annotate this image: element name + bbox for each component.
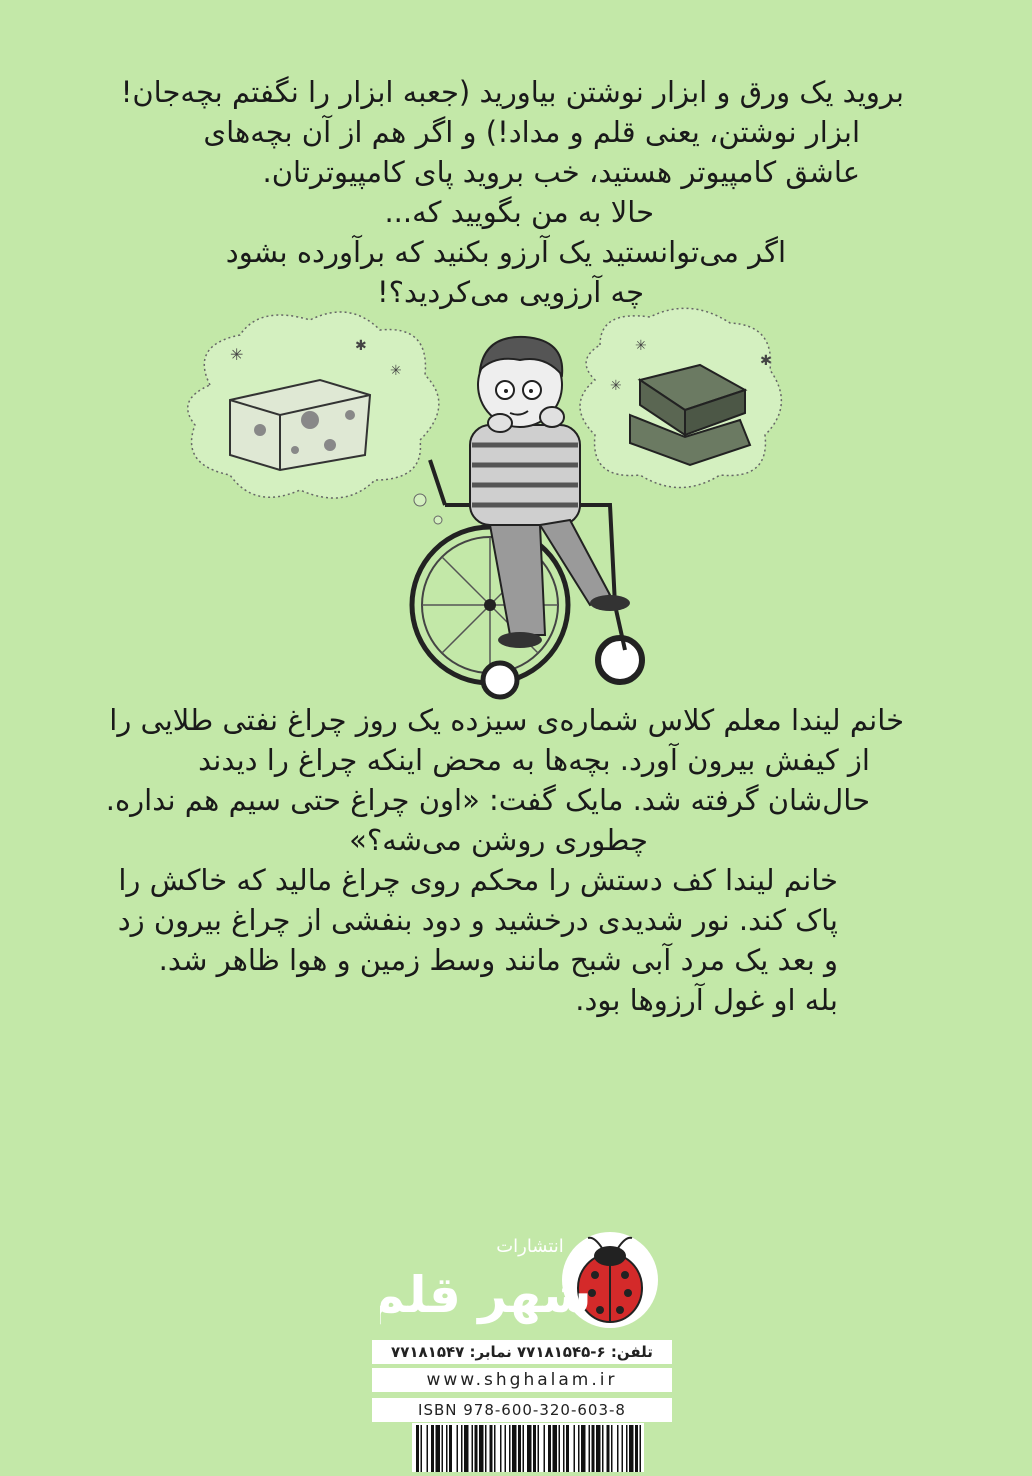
thought-cloud-bricks	[580, 308, 781, 487]
barcode-bar	[446, 1425, 448, 1472]
boy-wheelchair-illustration	[170, 305, 790, 710]
barcode-bar	[559, 1425, 561, 1472]
story-line: چطوری روشن می‌شه؟»	[349, 823, 648, 857]
svg-text:✳: ✳	[610, 378, 622, 394]
story-line: بله او غول آرزوها بود.	[575, 983, 838, 1017]
barcode-bar	[626, 1425, 628, 1472]
barcode-bar	[548, 1425, 551, 1472]
barcode-bar	[622, 1425, 624, 1472]
barcode-bar	[629, 1425, 634, 1472]
barcode-bar	[494, 1425, 496, 1472]
barcode-bar	[602, 1425, 604, 1472]
logo-subtext: انتشارات	[496, 1236, 564, 1257]
svg-text:✳: ✳	[390, 363, 402, 379]
illustration	[170, 305, 790, 710]
intro-line: ابزار نوشتن، یعنی قلم و مداد!) و اگر هم از آن بچه‌های	[203, 115, 860, 149]
svg-text:✱: ✱	[760, 353, 772, 369]
barcode-bar	[518, 1425, 521, 1472]
svg-text:✳: ✳	[635, 338, 647, 354]
barcode-bar	[479, 1425, 484, 1472]
barcode-bar	[581, 1425, 586, 1472]
svg-text:✱: ✱	[355, 338, 367, 354]
barcode-bar	[523, 1425, 525, 1472]
logo-text: شهر قلم	[380, 1266, 592, 1324]
story-paragraph	[105, 700, 904, 1020]
website-link[interactable]: www.shghalam.ir	[372, 1368, 672, 1392]
barcode-bar	[578, 1425, 580, 1472]
barcode-bar	[527, 1425, 532, 1472]
intro-line: حالا به من بگویید که...	[384, 195, 654, 229]
barcode-bar	[485, 1425, 487, 1472]
thought-cloud-cheese	[188, 312, 439, 498]
barcode-bar	[442, 1425, 444, 1472]
barcode-bar	[436, 1425, 441, 1472]
intro-line: اگر می‌توانستید یک آرزو بکنید که برآورده بشود	[225, 235, 786, 269]
barcode-bar	[421, 1425, 423, 1472]
story-line: و بعد یک مرد آبی شبح مانند وسط زمین و هوا ظاهر شد.	[158, 943, 838, 977]
barcode-bar	[640, 1425, 642, 1472]
barcode-bar	[509, 1425, 511, 1472]
intro-paragraph	[120, 72, 904, 312]
barcode-bar	[500, 1425, 502, 1472]
phone-fax-line: تلفن: ۶-۷۷۱۸۱۵۴۵ نمابر: ۷۷۱۸۱۵۴۷	[372, 1340, 672, 1364]
story-line: از کیفش بیرون آورد. بچه‌ها به محض اینکه چراغ را دیدند	[198, 743, 870, 777]
barcode-bar	[512, 1425, 517, 1472]
story-line: پاک کند. نور شدیدی درخشید و دود بنفشی از چراغ بیرون زد	[117, 903, 838, 937]
barcode-bar	[589, 1425, 591, 1472]
barcode-bar	[461, 1425, 463, 1472]
story-line: خانم لیندا معلم کلاس شماره‌ی سیزده یک روز چراغ نفتی طلایی را	[109, 703, 904, 737]
barcode-bar	[563, 1425, 565, 1472]
barcode-bar	[457, 1425, 459, 1472]
intro-line: بروید یک ورق و ابزار نوشتن بیاورید (جعبه ابزار را نگفتم بچه‌جان!	[120, 75, 904, 109]
barcode-bar	[505, 1425, 507, 1472]
barcode	[412, 1423, 644, 1472]
barcode-bar	[544, 1425, 546, 1472]
barcode-bar	[611, 1425, 613, 1472]
barcode-bar	[617, 1425, 619, 1472]
barcode-bar	[635, 1425, 638, 1472]
barcode-bar	[607, 1425, 610, 1472]
intro-line: چه آرزویی می‌کردید؟!	[377, 275, 644, 309]
barcode-bar	[475, 1425, 478, 1472]
ladybug-logo	[380, 1230, 670, 1340]
publisher-logo	[380, 1230, 670, 1340]
barcode-graphic	[412, 1423, 644, 1472]
intro-line: عاشق کامپیوتر هستید، خب بروید پای کامپیوترتان.	[262, 155, 860, 189]
barcode-bar	[464, 1425, 469, 1472]
barcode-bar	[416, 1425, 419, 1472]
barcode-bar	[533, 1425, 536, 1472]
barcode-bar	[538, 1425, 540, 1472]
story-line: خانم لیندا کف دستش را محکم روی چراغ مالید که خاکش را	[118, 863, 838, 897]
svg-text:✳: ✳	[230, 345, 244, 364]
barcode-bar	[592, 1425, 595, 1472]
barcode-bar	[596, 1425, 601, 1472]
story-line: حال‌شان گرفته شد. مایک گفت: «اون چراغ حتی سیم هم نداره.	[105, 783, 870, 817]
barcode-bar	[449, 1425, 452, 1472]
isbn-number: ISBN 978-600-320-603-8	[372, 1398, 672, 1422]
barcode-bar	[472, 1425, 474, 1472]
barcode-bar	[431, 1425, 434, 1472]
barcode-bar	[566, 1425, 569, 1472]
barcode-bar	[427, 1425, 429, 1472]
barcode-bar	[490, 1425, 493, 1472]
barcode-bar	[574, 1425, 576, 1472]
barcode-bar	[553, 1425, 558, 1472]
